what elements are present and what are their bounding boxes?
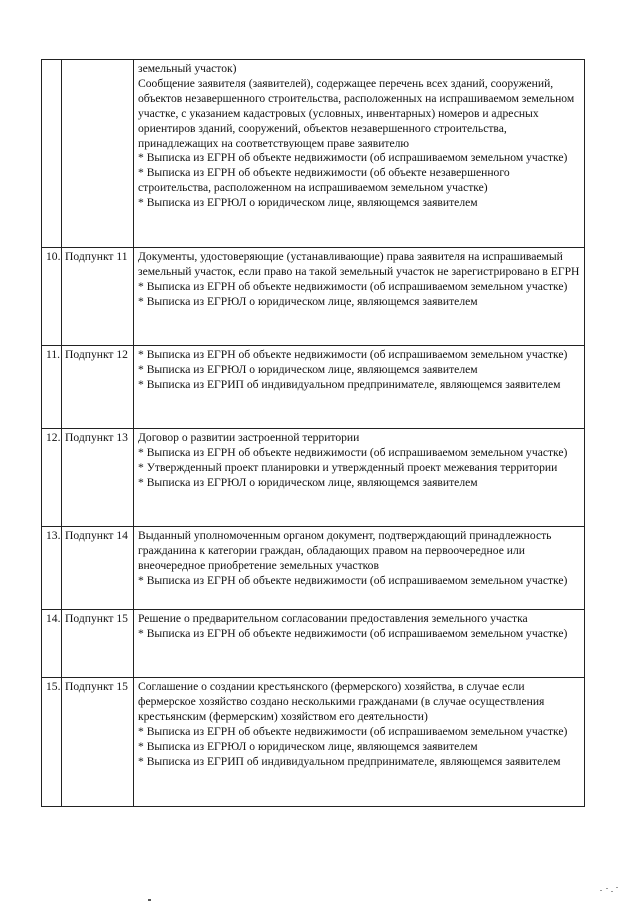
row-subpoint: Подпункт 13 — [62, 429, 134, 527]
row-subpoint: Подпункт 14 — [62, 527, 134, 610]
document-item: * Выписка из ЕГРН об объекте недвижимости (об испрашиваемом земельном участке) — [138, 279, 568, 293]
document-item: * Выписка из ЕГРИП об индивидуальном предпринимателе, являющемся заявителем — [138, 377, 561, 391]
document-item: Договор о развитии застроенной территории — [138, 431, 360, 444]
document-item: * Выписка из ЕГРН об объекте недвижимости (об испрашиваемом земельном участке) — [138, 348, 568, 361]
document-item: * Выписка из ЕГРН об объекте недвижимости (об испрашиваемом земельном участке) — [138, 626, 568, 640]
row-documents — [134, 527, 585, 610]
document-item: Решение о предварительном согласовании предоставления земельного участка — [138, 612, 528, 625]
document-item: Выданный уполномоченным органом документ, подтверждающий принадлежность гражданина к категории граждан, обладающих правом на первоочередное или внеочередное приобретение земельных участков — [138, 529, 552, 572]
document-item: * Выписка из ЕГРН об объекте недвижимости (об испрашиваемом земельном участке) — [138, 151, 568, 165]
document-item: земельный участок) — [138, 62, 237, 75]
row-number: 15. — [42, 678, 62, 807]
document-item: Соглашение о создании крестьянского (фермерского) хозяйства, в случае если фермерское хозяйство создано несколькими гражданами (в случае осуществления крестьянским (фермерским) хозяйством его деятельности) — [138, 680, 545, 723]
row-number: 14. — [42, 610, 62, 678]
document-item: * Выписка из ЕГРН об объекте недвижимости (об испрашиваемом земельном участке) — [138, 573, 568, 587]
scan-dot — [148, 899, 151, 901]
table-row — [42, 678, 585, 807]
document-item: * Утвержденный проект планировки и утвержденный проект межевания территории — [138, 460, 558, 474]
row-number: 11. — [42, 346, 62, 429]
row-documents — [134, 610, 585, 678]
table-row — [42, 527, 585, 610]
row-number: 12. — [42, 429, 62, 527]
row-documents — [134, 429, 585, 527]
scan-specks — [598, 885, 622, 893]
row-subpoint — [62, 60, 134, 248]
table-row — [42, 60, 585, 248]
table-row — [42, 346, 585, 429]
row-number: 13. — [42, 527, 62, 610]
document-item: * Выписка из ЕГРЮЛ о юридическом лице, являющемся заявителем — [138, 362, 478, 376]
row-documents — [134, 60, 585, 248]
document-item: * Выписка из ЕГРЮЛ о юридическом лице, являющемся заявителем — [138, 475, 478, 489]
document-item: * Выписка из ЕГРЮЛ о юридическом лице, являющемся заявителем — [138, 196, 478, 210]
row-subpoint: Подпункт 15 — [62, 610, 134, 678]
row-documents — [134, 346, 585, 429]
row-number: 10. — [42, 248, 62, 346]
table-row — [42, 610, 585, 678]
document-item: * Выписка из ЕГРЮЛ о юридическом лице, являющемся заявителем — [138, 739, 478, 753]
document-item: * Выписка из ЕГРН об объекте недвижимости (об объекте незавершенного строительства, расположенном на испрашиваемом земельном участке) — [138, 166, 510, 195]
row-documents — [134, 678, 585, 807]
table-row — [42, 429, 585, 527]
document-item: * Выписка из ЕГРН об объекте недвижимости (об испрашиваемом земельном участке) — [138, 724, 568, 738]
table-row — [42, 248, 585, 346]
document-item: Документы, удостоверяющие (устанавливающие) права заявителя на испрашиваемый земельный участок, если право на такой земельный участок не зарегистрировано в ЕГРН — [138, 250, 580, 278]
document-item: * Выписка из ЕГРИП об индивидуальном предпринимателе, являющемся заявителем — [138, 754, 561, 768]
row-number — [42, 60, 62, 248]
document-item: * Выписка из ЕГРН об объекте недвижимости (об испрашиваемом земельном участке) — [138, 445, 568, 459]
row-subpoint: Подпункт 15 — [62, 678, 134, 807]
document-item: Сообщение заявителя (заявителей), содержащее перечень всех зданий, сооружений, объектов незавершенного строительства, расположенных на испрашиваемом земельном участке, с указанием кадастровых (условных, инвентарных) номеров и адресных ориентиров зданий, сооружений, объектов незавершенного строительства, принадлежащих на соответствующем праве заявителю — [138, 76, 575, 150]
row-documents — [134, 248, 585, 346]
row-subpoint: Подпункт 12 — [62, 346, 134, 429]
document-item: * Выписка из ЕГРЮЛ о юридическом лице, являющемся заявителем — [138, 294, 478, 308]
row-subpoint: Подпункт 11 — [62, 248, 134, 346]
document-table — [41, 59, 585, 807]
